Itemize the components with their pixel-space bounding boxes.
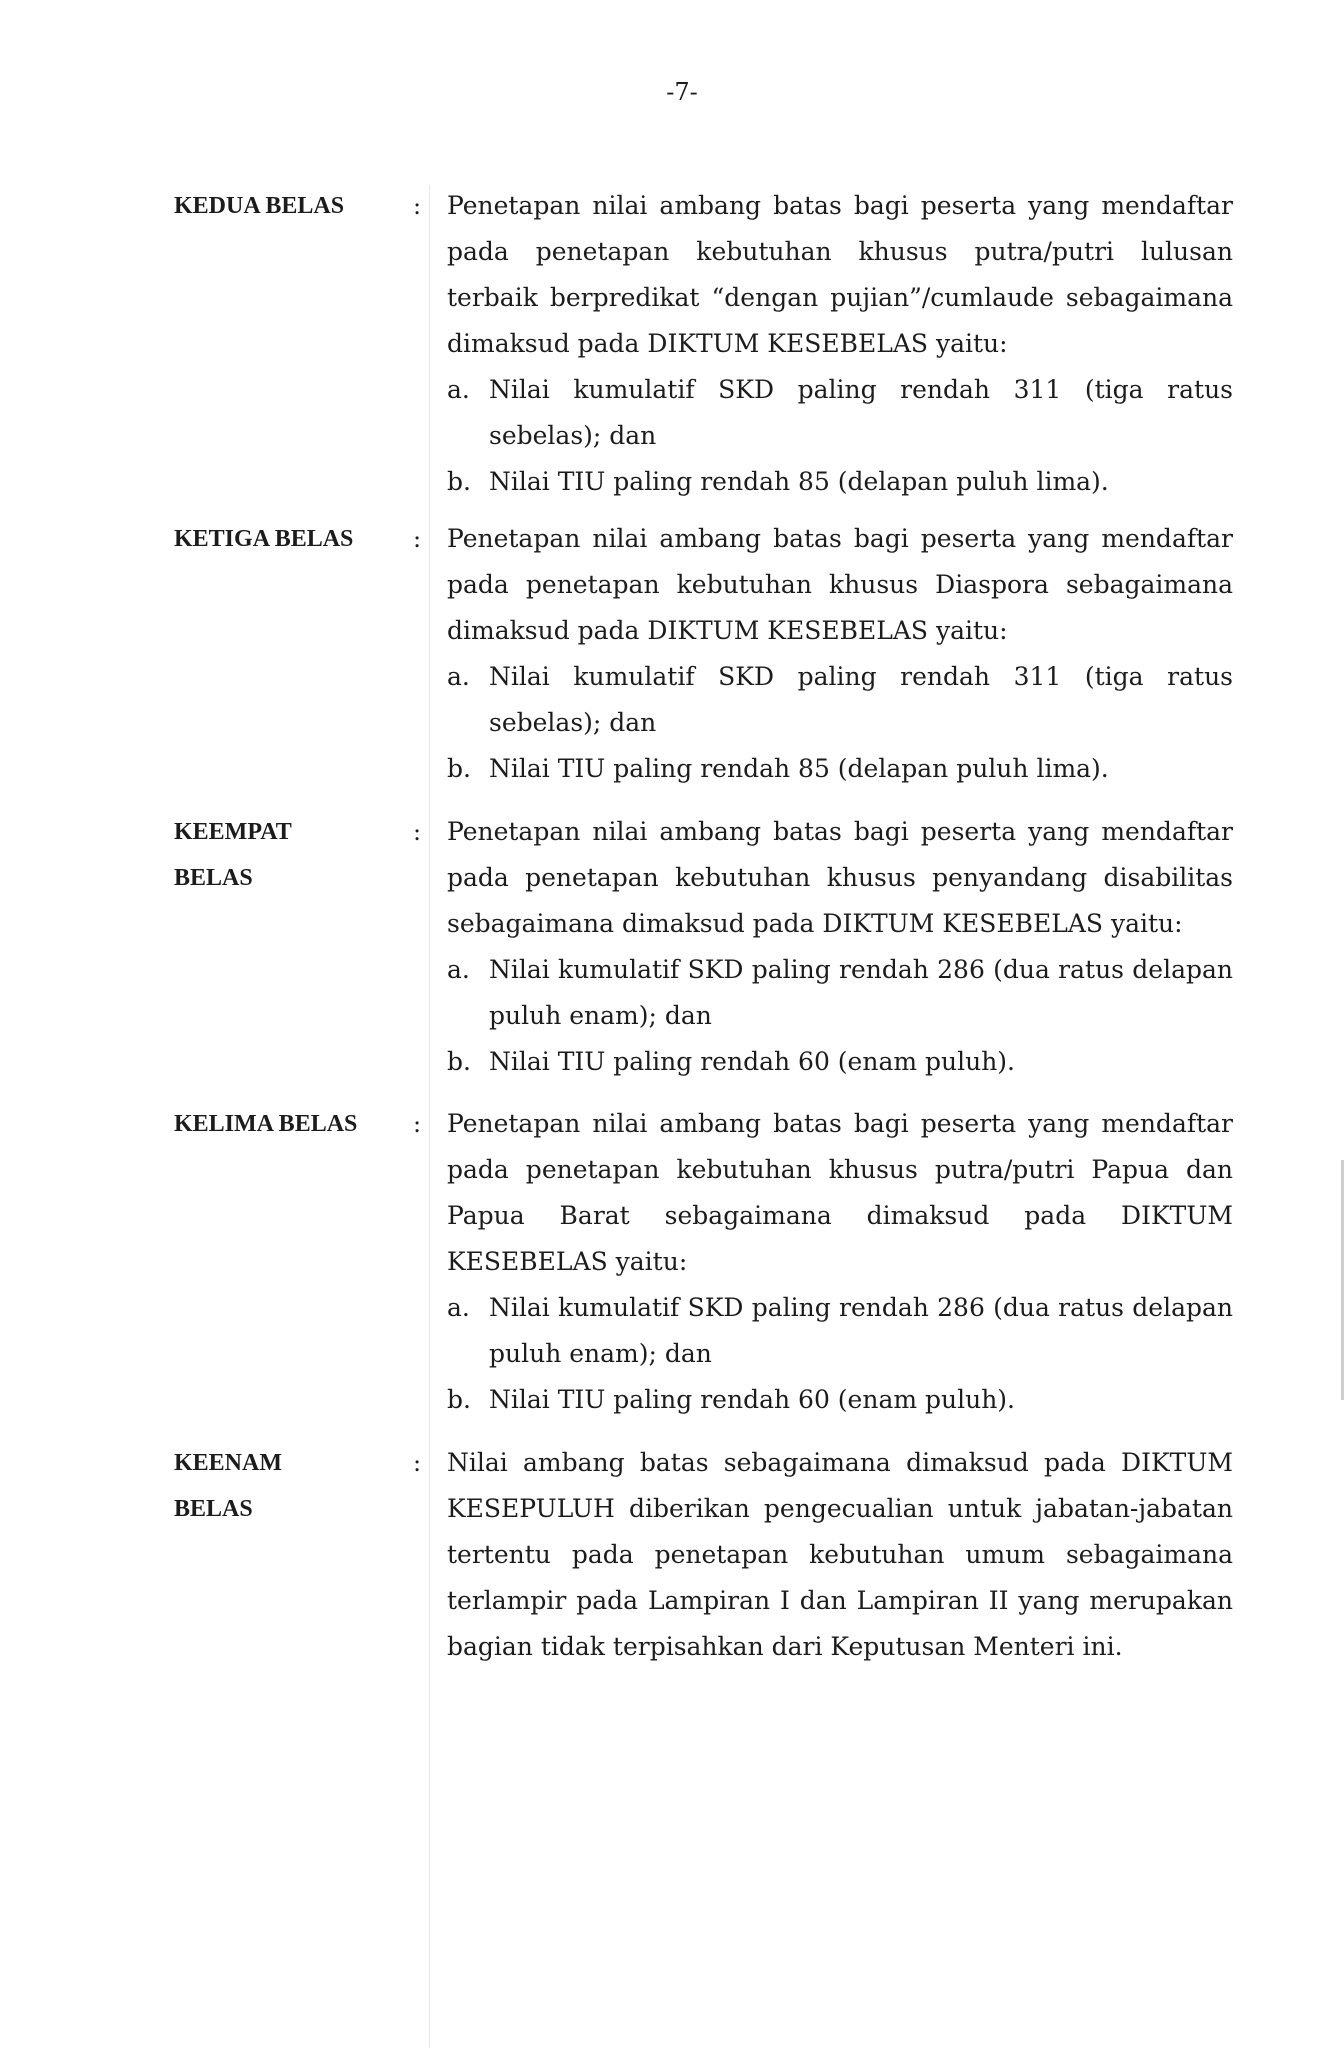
- diktum-colon: :: [413, 525, 422, 553]
- list-item: [447, 654, 1233, 746]
- diktum-label-line: BELAS: [174, 1496, 253, 1522]
- list-item: [447, 1377, 1233, 1423]
- diktum-label-line: KEDUA BELAS: [174, 193, 345, 219]
- diktum-paragraph: Penetapan nilai ambang batas bagi peserta yang mendaftar pada penetapan kebutuhan khusus putra/putri lulusan terbaik berpredikat “dengan pujian”/cumlaude sebagaimana dimaksud pada DIKTUM KESEBELAS yaitu:: [447, 191, 1233, 358]
- diktum-label-line: KELIMA BELAS: [174, 1111, 358, 1137]
- list-text: Nilai TIU paling rendah 60 (enam puluh).: [489, 1047, 1016, 1076]
- diktum-colon: :: [413, 1449, 422, 1477]
- list-text: Nilai kumulatif SKD paling rendah 286 (dua ratus delapan puluh enam); dan: [489, 955, 1233, 1030]
- diktum-paragraph: Penetapan nilai ambang batas bagi peserta yang mendaftar pada penetapan kebutuhan khusus penyandang disabilitas sebagaimana dimaksud pada DIKTUM KESEBELAS yaitu:: [447, 817, 1233, 938]
- diktum-label: [174, 1440, 404, 1532]
- list-marker: b.: [447, 754, 471, 783]
- diktum-label: [174, 1101, 404, 1147]
- list-text: Nilai kumulatif SKD paling rendah 311 (tiga ratus sebelas); dan: [489, 662, 1233, 737]
- diktum-label: [174, 516, 404, 562]
- diktum-label: [174, 183, 404, 229]
- diktum-paragraph: Nilai ambang batas sebagaimana dimaksud pada DIKTUM KESEPULUH diberikan pengecualian untuk jabatan-jabatan tertentu pada penetapan kebutuhan umum sebagaimana terlampir pada Lampiran I dan Lampiran II yang merupakan bagian tidak terpisahkan dari Keputusan Menteri ini.: [447, 1448, 1233, 1661]
- diktum-body: [447, 1101, 1233, 1423]
- diktum-body: [447, 1440, 1233, 1670]
- diktum-label-line: KEEMPAT: [174, 819, 292, 845]
- diktum-body: [447, 809, 1233, 1085]
- list-item: [447, 367, 1233, 459]
- diktum-body: [447, 183, 1233, 505]
- list-item: [447, 1285, 1233, 1377]
- diktum-label-line: BELAS: [174, 865, 253, 891]
- diktum-paragraph: Penetapan nilai ambang batas bagi peserta yang mendaftar pada penetapan kebutuhan khusus putra/putri Papua dan Papua Barat sebagaimana dimaksud pada DIKTUM KESEBELAS yaitu:: [447, 1109, 1233, 1276]
- diktum-body: [447, 516, 1233, 792]
- list-marker: b.: [447, 467, 471, 496]
- page-number: -7-: [666, 78, 698, 106]
- list-text: Nilai TIU paling rendah 85 (delapan puluh lima).: [489, 467, 1109, 496]
- page-fold-line: [429, 185, 430, 2048]
- diktum-paragraph: Penetapan nilai ambang batas bagi peserta yang mendaftar pada penetapan kebutuhan khusus Diaspora sebagaimana dimaksud pada DIKTUM KESEBELAS yaitu:: [447, 524, 1233, 645]
- list-item: [447, 947, 1233, 1039]
- list-marker: a.: [447, 662, 470, 691]
- list-text: Nilai TIU paling rendah 60 (enam puluh).: [489, 1385, 1016, 1414]
- list-text: Nilai TIU paling rendah 85 (delapan puluh lima).: [489, 754, 1109, 783]
- list-item: [447, 459, 1233, 505]
- list-text: Nilai kumulatif SKD paling rendah 286 (dua ratus delapan puluh enam); dan: [489, 1293, 1233, 1368]
- list-marker: a.: [447, 375, 470, 404]
- list-marker: b.: [447, 1047, 471, 1076]
- diktum-colon: :: [413, 818, 422, 846]
- list-marker: a.: [447, 955, 470, 984]
- list-marker: a.: [447, 1293, 470, 1322]
- list-text: Nilai kumulatif SKD paling rendah 311 (tiga ratus sebelas); dan: [489, 375, 1233, 450]
- diktum-label-line: KEENAM: [174, 1450, 282, 1476]
- diktum-label: [174, 809, 404, 901]
- list-item: [447, 1039, 1233, 1085]
- diktum-label-line: KETIGA BELAS: [174, 526, 354, 552]
- diktum-colon: :: [413, 1110, 422, 1138]
- list-marker: b.: [447, 1385, 471, 1414]
- diktum-colon: :: [413, 192, 422, 220]
- list-item: [447, 746, 1233, 792]
